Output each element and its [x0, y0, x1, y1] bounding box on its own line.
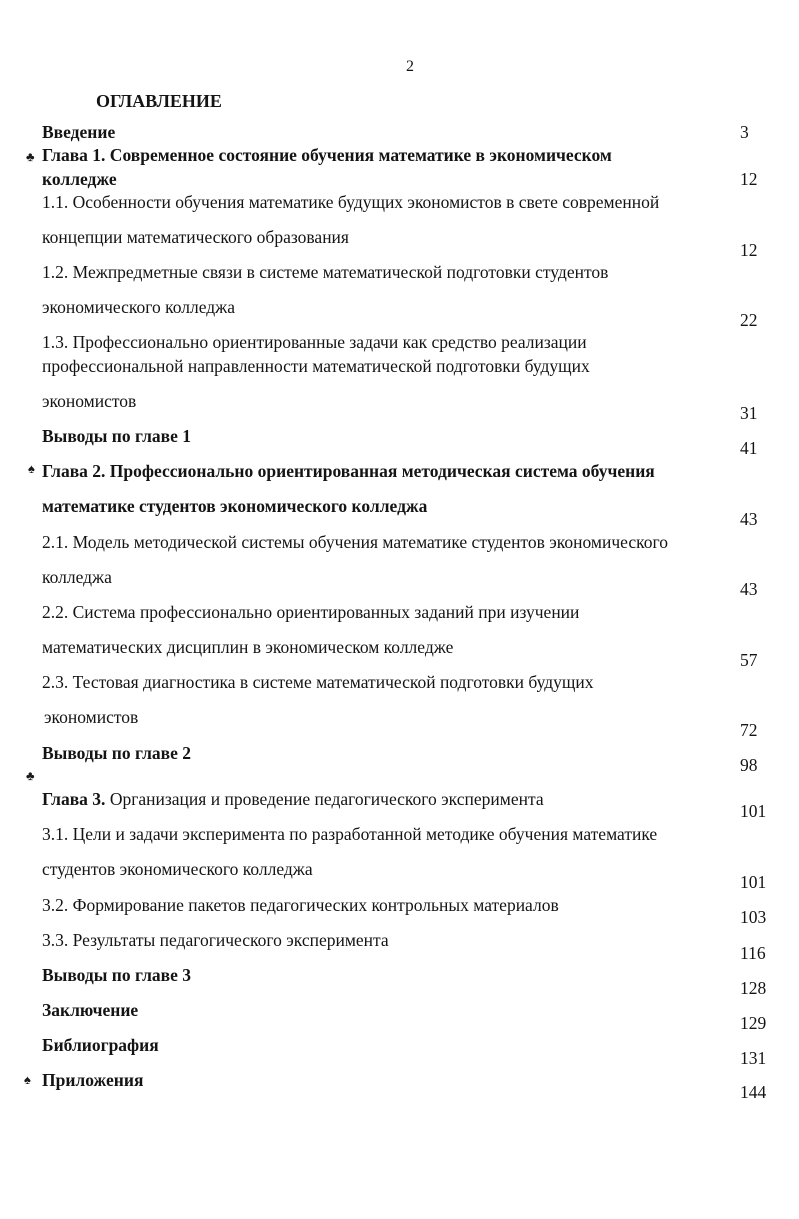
toc-entry-label: 2.2. Система профессионально ориентированных заданий при изучении	[42, 602, 580, 622]
margin-mark: ♠	[24, 1072, 31, 1087]
toc-entry-label: Приложения	[42, 1070, 144, 1090]
toc-page-number: 101	[740, 801, 767, 821]
chapter-3-prefix: Глава 3.	[42, 789, 106, 809]
toc-page-number: 116	[740, 943, 766, 963]
margin-mark: ♠	[28, 461, 35, 476]
toc-entry-label: студентов экономического колледжа	[42, 859, 313, 879]
toc-entry-label: 3.1. Цели и задачи эксперимента по разработанной методике обучения математике	[42, 824, 658, 844]
toc-entry-label: экономистов	[42, 391, 137, 411]
toc-entry-label: экономического колледжа	[42, 297, 235, 317]
toc-page-number: 128	[740, 978, 767, 998]
toc-entry-label: 3.3. Результаты педагогического эксперимента	[42, 930, 389, 950]
toc-page-number: 22	[740, 310, 758, 330]
toc-page-number: 41	[740, 438, 758, 458]
toc-entry-label: Выводы по главе 2	[42, 743, 191, 763]
toc-entry-label: профессиональной направленности математической подготовки будущих	[42, 356, 590, 376]
toc-entry-label: Глава 2. Профессионально ориентированная методическая система обучения	[42, 461, 655, 481]
toc-entry-label: 1.3. Профессионально ориентированные задачи как средство реализации	[42, 332, 587, 352]
toc-page-number: 12	[740, 169, 758, 189]
toc-page-number: 31	[740, 403, 758, 423]
toc-entry-label: 1.2. Межпредметные связи в системе математической подготовки студентов	[42, 262, 609, 282]
toc-page-number: 3	[740, 122, 749, 142]
toc-entry-label: Заключение	[42, 1000, 139, 1020]
toc-page-number: 98	[740, 755, 758, 775]
toc-entry-label: математике студентов экономического колледжа	[42, 496, 428, 516]
toc-entry-label: Выводы по главе 3	[42, 965, 191, 985]
toc-page-number: 101	[740, 872, 767, 892]
toc-entry-label: 2.3. Тестовая диагностика в системе математической подготовки будущих	[42, 672, 594, 692]
toc-entry-label: Выводы по главе 1	[42, 426, 191, 446]
toc-entry-label: 1.1. Особенности обучения математике будущих экономистов в свете современной	[42, 192, 660, 212]
toc-page-number: 129	[740, 1013, 767, 1033]
toc-page-number: 43	[740, 509, 758, 529]
toc-page-number: 12	[740, 240, 758, 260]
margin-mark: ♣	[26, 768, 35, 783]
toc-entry-label: 3.2. Формирование пакетов педагогических контрольных материалов	[42, 895, 559, 915]
toc-page-number: 144	[740, 1082, 767, 1102]
toc-entry-label	[42, 791, 544, 809]
toc-page-number: 43	[740, 579, 758, 599]
toc-page-number: 103	[740, 907, 767, 927]
chapter-3-title: Организация и проведение педагогического эксперимента	[105, 789, 544, 809]
toc-entry-label: Библиография	[42, 1035, 159, 1055]
toc-entry-label: концепции математического образования	[42, 227, 349, 247]
toc-entry-label: Введение	[42, 122, 116, 142]
toc-entry-label: экономистов	[44, 707, 139, 727]
toc-entry-label: математических дисциплин в экономическом колледже	[42, 637, 454, 657]
toc-entry-label: 2.1. Модель методической системы обучения математике студентов экономического	[42, 532, 668, 552]
toc-page-number: 131	[740, 1048, 767, 1068]
toc-entry-label: колледжа	[42, 567, 112, 587]
page-number: 2	[406, 58, 414, 75]
toc-entry-label: колледже	[42, 169, 117, 189]
toc-page-number: 72	[740, 720, 758, 740]
margin-mark: ♣	[26, 149, 35, 164]
page-title: ОГЛАВЛЕНИЕ	[96, 91, 222, 111]
toc-entry-label: Глава 1. Современное состояние обучения математике в экономическом	[42, 145, 612, 165]
toc-page-number: 57	[740, 650, 758, 670]
